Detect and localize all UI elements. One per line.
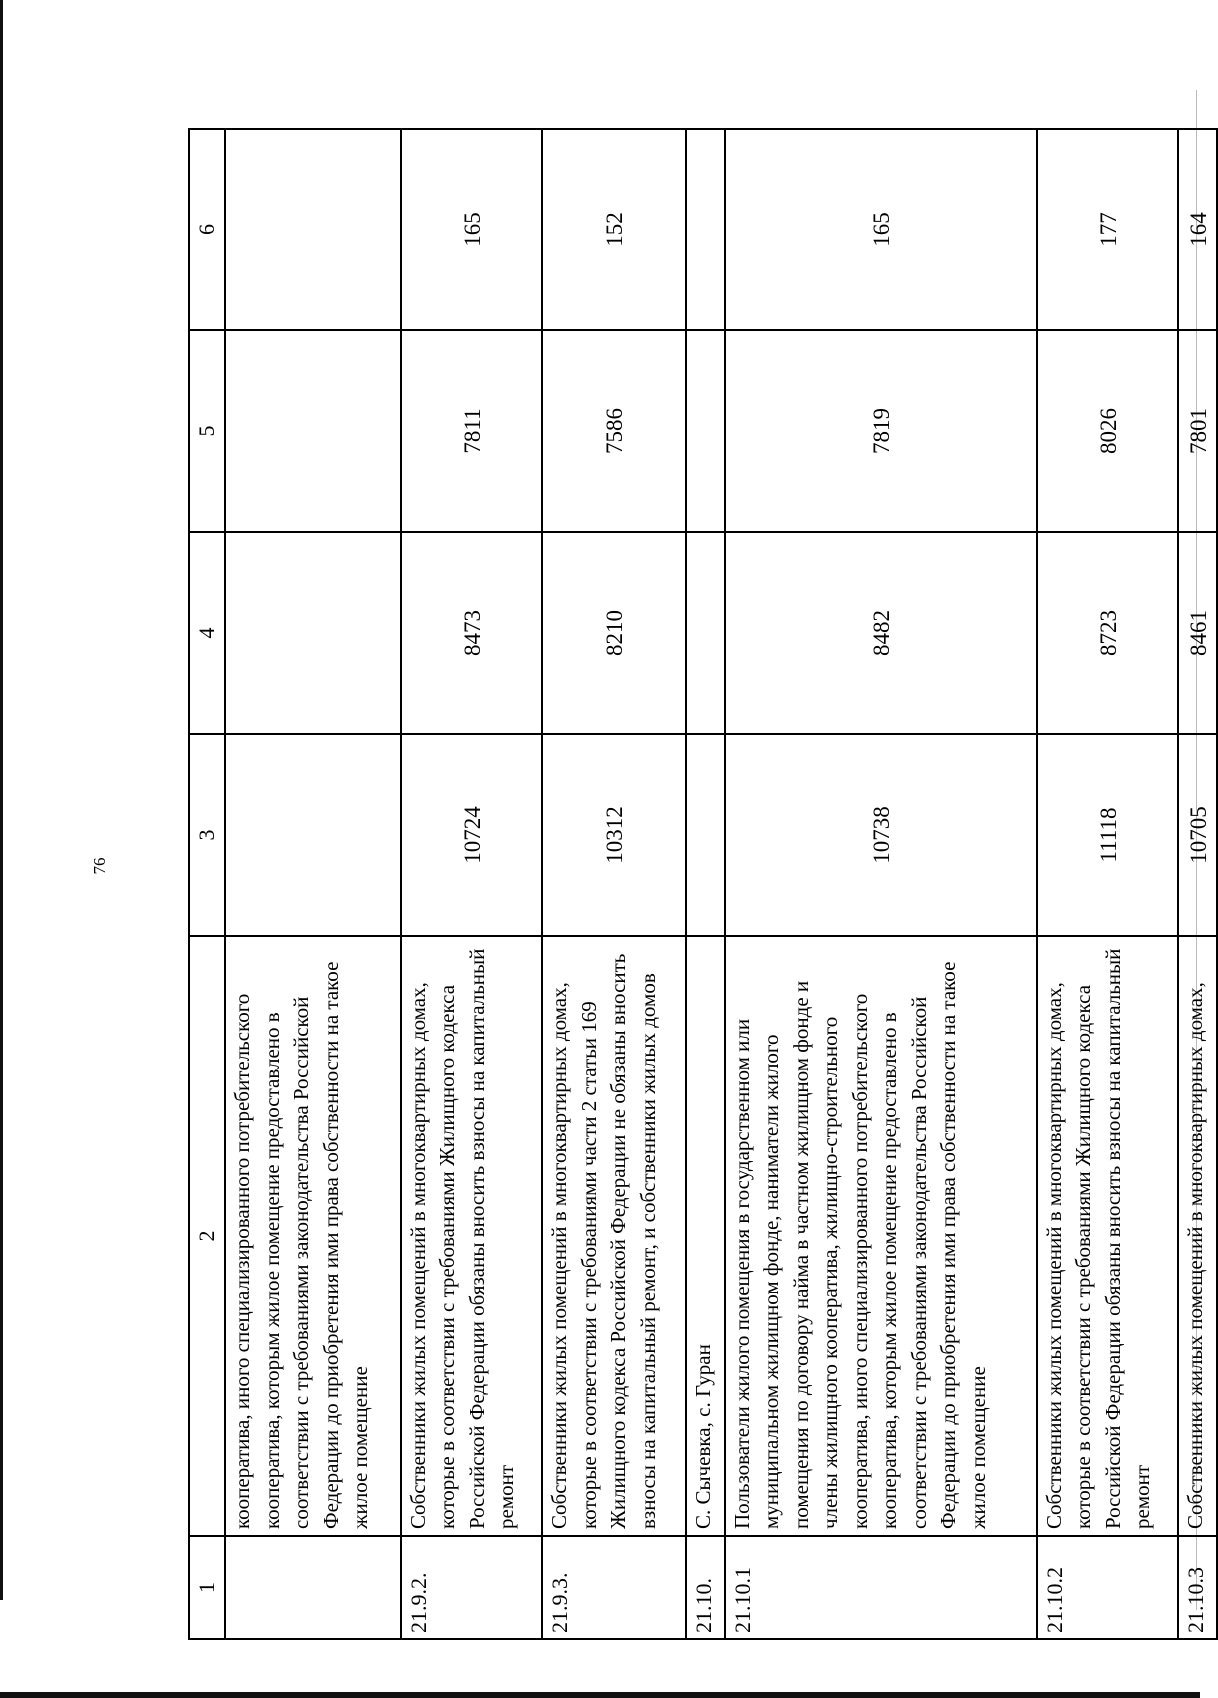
row-value-4: 8482 bbox=[725, 532, 1037, 734]
table-row bbox=[1037, 129, 1178, 1639]
scan-edge-left bbox=[0, 0, 3, 1600]
row-value-6: 177 bbox=[1037, 129, 1178, 330]
page-number: 76 bbox=[90, 857, 109, 875]
row-value-5 bbox=[225, 330, 400, 532]
header-col-4: 4 bbox=[189, 532, 225, 734]
row-value-3: 10312 bbox=[542, 734, 686, 936]
header-col-3: 3 bbox=[189, 734, 225, 936]
row-code: 21.10.1 bbox=[725, 1536, 1037, 1639]
row-description: кооператива, иного специализированного потребительского кооператива, которым жилое помещение предоставлено в соответствии с требованиями законодательства Российской Федерации до приобретения ими права собственности на такое жилое помещение bbox=[225, 936, 400, 1536]
row-code bbox=[225, 1536, 400, 1639]
tariff-table bbox=[188, 128, 1218, 1640]
row-value-4 bbox=[225, 532, 400, 734]
row-description: С. Сычевка, с. Гуран bbox=[686, 936, 725, 1536]
row-value-3 bbox=[225, 734, 400, 936]
row-value-5: 7819 bbox=[725, 330, 1037, 532]
table-row bbox=[686, 129, 725, 1639]
row-value-3: 10724 bbox=[401, 734, 542, 936]
row-value-4: 8461 bbox=[1178, 532, 1217, 734]
row-value-4: 8723 bbox=[1037, 532, 1178, 734]
row-code: 21.9.3. bbox=[542, 1536, 686, 1639]
row-value-6: 165 bbox=[725, 129, 1037, 330]
row-value-5: 7586 bbox=[542, 330, 686, 532]
table-row bbox=[1178, 129, 1217, 1639]
tariff-table-rotated bbox=[188, 130, 1218, 1640]
row-code: 21.9.2. bbox=[401, 1536, 542, 1639]
row-code: 21.10. bbox=[686, 1536, 725, 1639]
header-col-1: 1 bbox=[189, 1536, 225, 1639]
scan-edge-bottom bbox=[0, 1692, 1200, 1698]
row-description: Собственники жилых помещений в многоквартирных домах, которые в соответствии с требованиями Жилищного кодекса Российской Федерации обязаны вносить взносы на капитальный ремонт bbox=[1037, 936, 1178, 1536]
row-value-5: 7811 bbox=[401, 330, 542, 532]
table-row bbox=[225, 129, 400, 1639]
row-value-5: 7801 bbox=[1178, 330, 1217, 532]
row-description: Собственники жилых помещений в многоквартирных домах, которые в соответствии с требованиями Жилищного кодекса Российской Федерации обязаны вносить взносы на капитальный ремонт bbox=[401, 936, 542, 1536]
row-value-3: 10738 bbox=[725, 734, 1037, 936]
row-value-3: 11118 bbox=[1037, 734, 1178, 936]
table-row bbox=[725, 129, 1037, 1639]
row-value-6 bbox=[225, 129, 400, 330]
header-col-2: 2 bbox=[189, 936, 225, 1536]
row-value-5: 8026 bbox=[1037, 330, 1178, 532]
row-value-3 bbox=[686, 734, 725, 936]
row-value-3: 10705 bbox=[1178, 734, 1217, 936]
header-col-6: 6 bbox=[189, 129, 225, 330]
header-col-5: 5 bbox=[189, 330, 225, 532]
row-value-4: 8473 bbox=[401, 532, 542, 734]
row-code: 21.10.2 bbox=[1037, 1536, 1178, 1639]
table-row bbox=[542, 129, 686, 1639]
row-value-6: 152 bbox=[542, 129, 686, 330]
row-value-6: 164 bbox=[1178, 129, 1217, 330]
row-value-6: 165 bbox=[401, 129, 542, 330]
row-value-4: 8210 bbox=[542, 532, 686, 734]
row-value-5 bbox=[686, 330, 725, 532]
table-row bbox=[401, 129, 542, 1639]
table-header-row bbox=[189, 129, 225, 1639]
row-value-4 bbox=[686, 532, 725, 734]
row-code: 21.10.3 bbox=[1178, 1536, 1217, 1639]
row-description: Пользователи жилого помещения в государственном или муниципальном жилищном фонде, наниматели жилого помещения по договору найма в частном жилищном фонде и члены жилищного кооператива, жилищно-строительного кооператива, иного специализированного потребительского кооператива, которым жилое помещение предоставлено в соответствии с требованиями законодательства Российской Федерации до приобретения ими права собственности на такое жилое помещение bbox=[725, 936, 1037, 1536]
row-value-6 bbox=[686, 129, 725, 330]
row-description: Собственники жилых помещений в многоквартирных домах, которые в соответствии с требованиями части 2 статьи 169 Жилищного кодекса Российской Федерации не обязаны вносить взносы на капитальный ремонт, и собственники жилых домов bbox=[542, 936, 686, 1536]
row-description: Собственники жилых помещений в многоквартирных домах, bbox=[1178, 936, 1217, 1536]
